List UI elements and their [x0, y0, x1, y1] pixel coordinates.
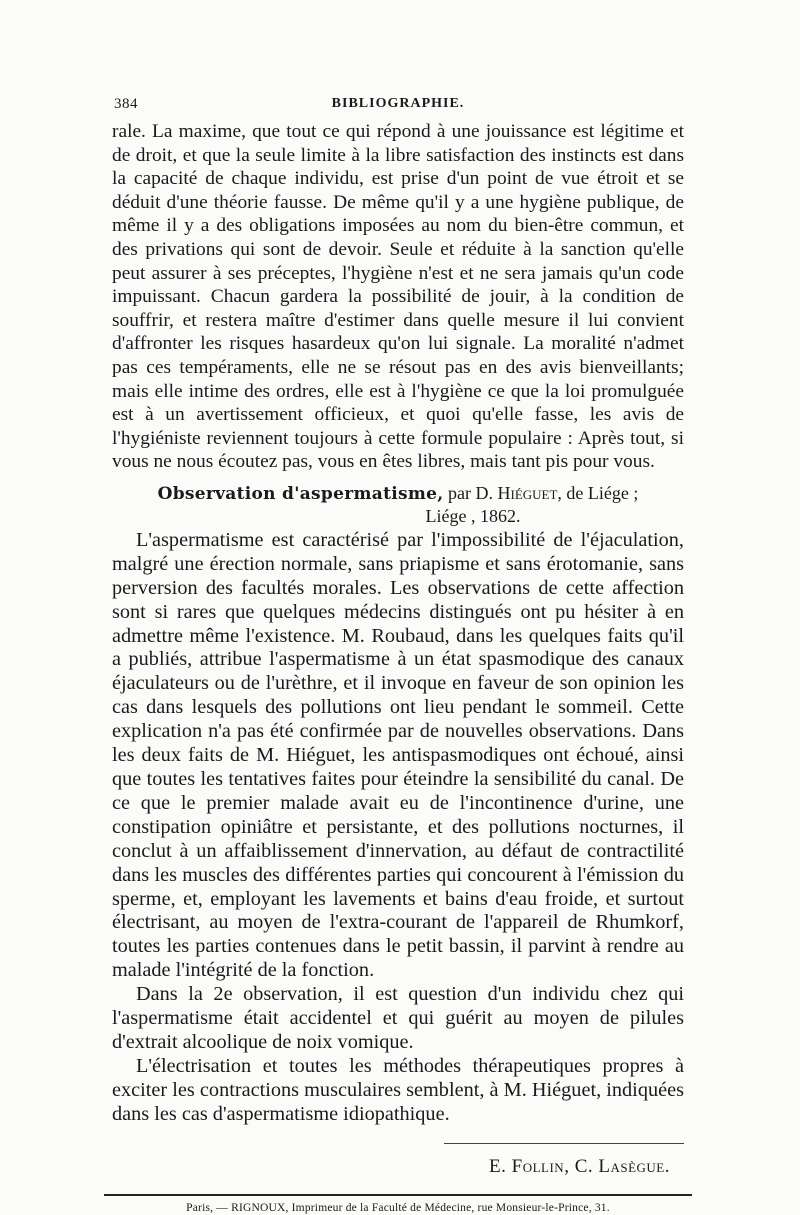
- running-header: [112, 96, 684, 120]
- observation-title: [112, 482, 684, 527]
- signature-rule: [444, 1143, 684, 1144]
- running-title: BIBLIOGRAPHIE.: [331, 96, 465, 111]
- bottom-rule: [104, 1194, 692, 1196]
- observation-place-date: Liége , 1862.: [425, 505, 521, 526]
- observation-city: , de Liége ;: [557, 482, 639, 503]
- observation-by: par D.: [448, 482, 493, 503]
- review-paragraph-2: Dans la 2e observation, il est question d'un individu chez qui l'aspermatisme était accidentel et qui guérit au moyen de pilules d'extrait alcoolique de noix vomique.: [112, 983, 684, 1053]
- printer-imprint: Paris, — RIGNOUX, Imprimeur de la Faculté de Médecine, rue Monsieur-le-Prince, 31.: [186, 1201, 610, 1214]
- review-paragraph-3: L'électrisation et toutes les méthodes thérapeutiques propres à exciter les contractions musculaires semblent, à M. Hiéguet, indiquées dans les cas d'aspermatisme idiopathique.: [112, 1054, 684, 1125]
- page: [112, 96, 684, 1214]
- signature: E. Follin, C. Lasègue.: [489, 1155, 670, 1177]
- intro-paragraph: rale. La maxime, que tout ce qui répond à une jouissance est légitime et de droit, et que la seule limite à la libre satisfaction des instincts est dans la capacité de chaque individu, est prise d'un point de vue étroit et se déduit d'une théorie fausse. De même qu'il y a une hygiène publique, de même il y a des obligations imposées au nom du bien-être commun, et des privations qui sont de devoir. Seule et réduite à la sanction qu'elle peut assurer à ses préceptes, l'hygiène n'est et ne sera jamais qu'un code impuissant. Chacun gardera la possibilité de jouir, à la condition de souffrir, et restera maître d'estimer dans quelle mesure il lui convient d'affronter les risques hasardeux qu'on lui signale. La moralité n'admet pas ces tempéraments, elle ne se résout pas en des avis bienveillants; mais elle intime des ordres, elle est à l'hygiène ce que la loi promulguée est à un avertissement officieux, et quoi qu'elle fasse, les avis de l'hygiéniste reviennent toujours à cette formule populaire : Après tout, si vous ne nous écoutez pas, vous en êtes libres, mais tant pis pour vous.: [112, 121, 684, 473]
- review-body: [112, 529, 684, 1127]
- observation-heading: Observation d'aspermatisme,: [157, 483, 444, 504]
- page-number: 384: [114, 96, 138, 112]
- review-paragraph-1: L'aspermatisme est caractérisé par l'impossibilité de l'éjaculation, malgré une érection normale, sans priapisme et sans érotomanie, sans perversion des facultés morales. Les observations de cette affection sont si rares que quelques médecins distingués ont pu hésiter à en admettre même l'existence. M. Roubaud, dans les quelques faits qu'il a publiés, attribue l'aspermatisme à un état spasmodique des canaux éjaculateurs ou de l'urèthre, et il invoque en faveur de son opinion les cas dans lesquels des pollutions ont lieu pendant le sommeil. Cette explication n'a pas été confirmée par de nouvelles observations. Dans les deux faits de M. Hiéguet, les antispasmodiques ont échoué, ainsi que toutes les tentatives faites pour éteindre la sensibilité du canal. De ce que le premier malade avait eu de l'incontinence d'urine, une constipation opiniâtre et persistante, et des pollutions nocturnes, il conclut à un affaiblissement d'innervation, au défaut de contractilité dans les muscles des différentes parties qui concourent à l'émission du sperme, et, employant les lavements et bains d'eau froide, et surtout électrisant, au moyen de l'extra-courant de l'appareil de Rhumkorf, toutes les parties contenues dans le petit bassin, il parvint à rendre au malade l'intégrité de la fonction.: [112, 528, 684, 982]
- observation-author: Hiéguet: [497, 482, 558, 503]
- intro-paragraph-block: [112, 120, 684, 474]
